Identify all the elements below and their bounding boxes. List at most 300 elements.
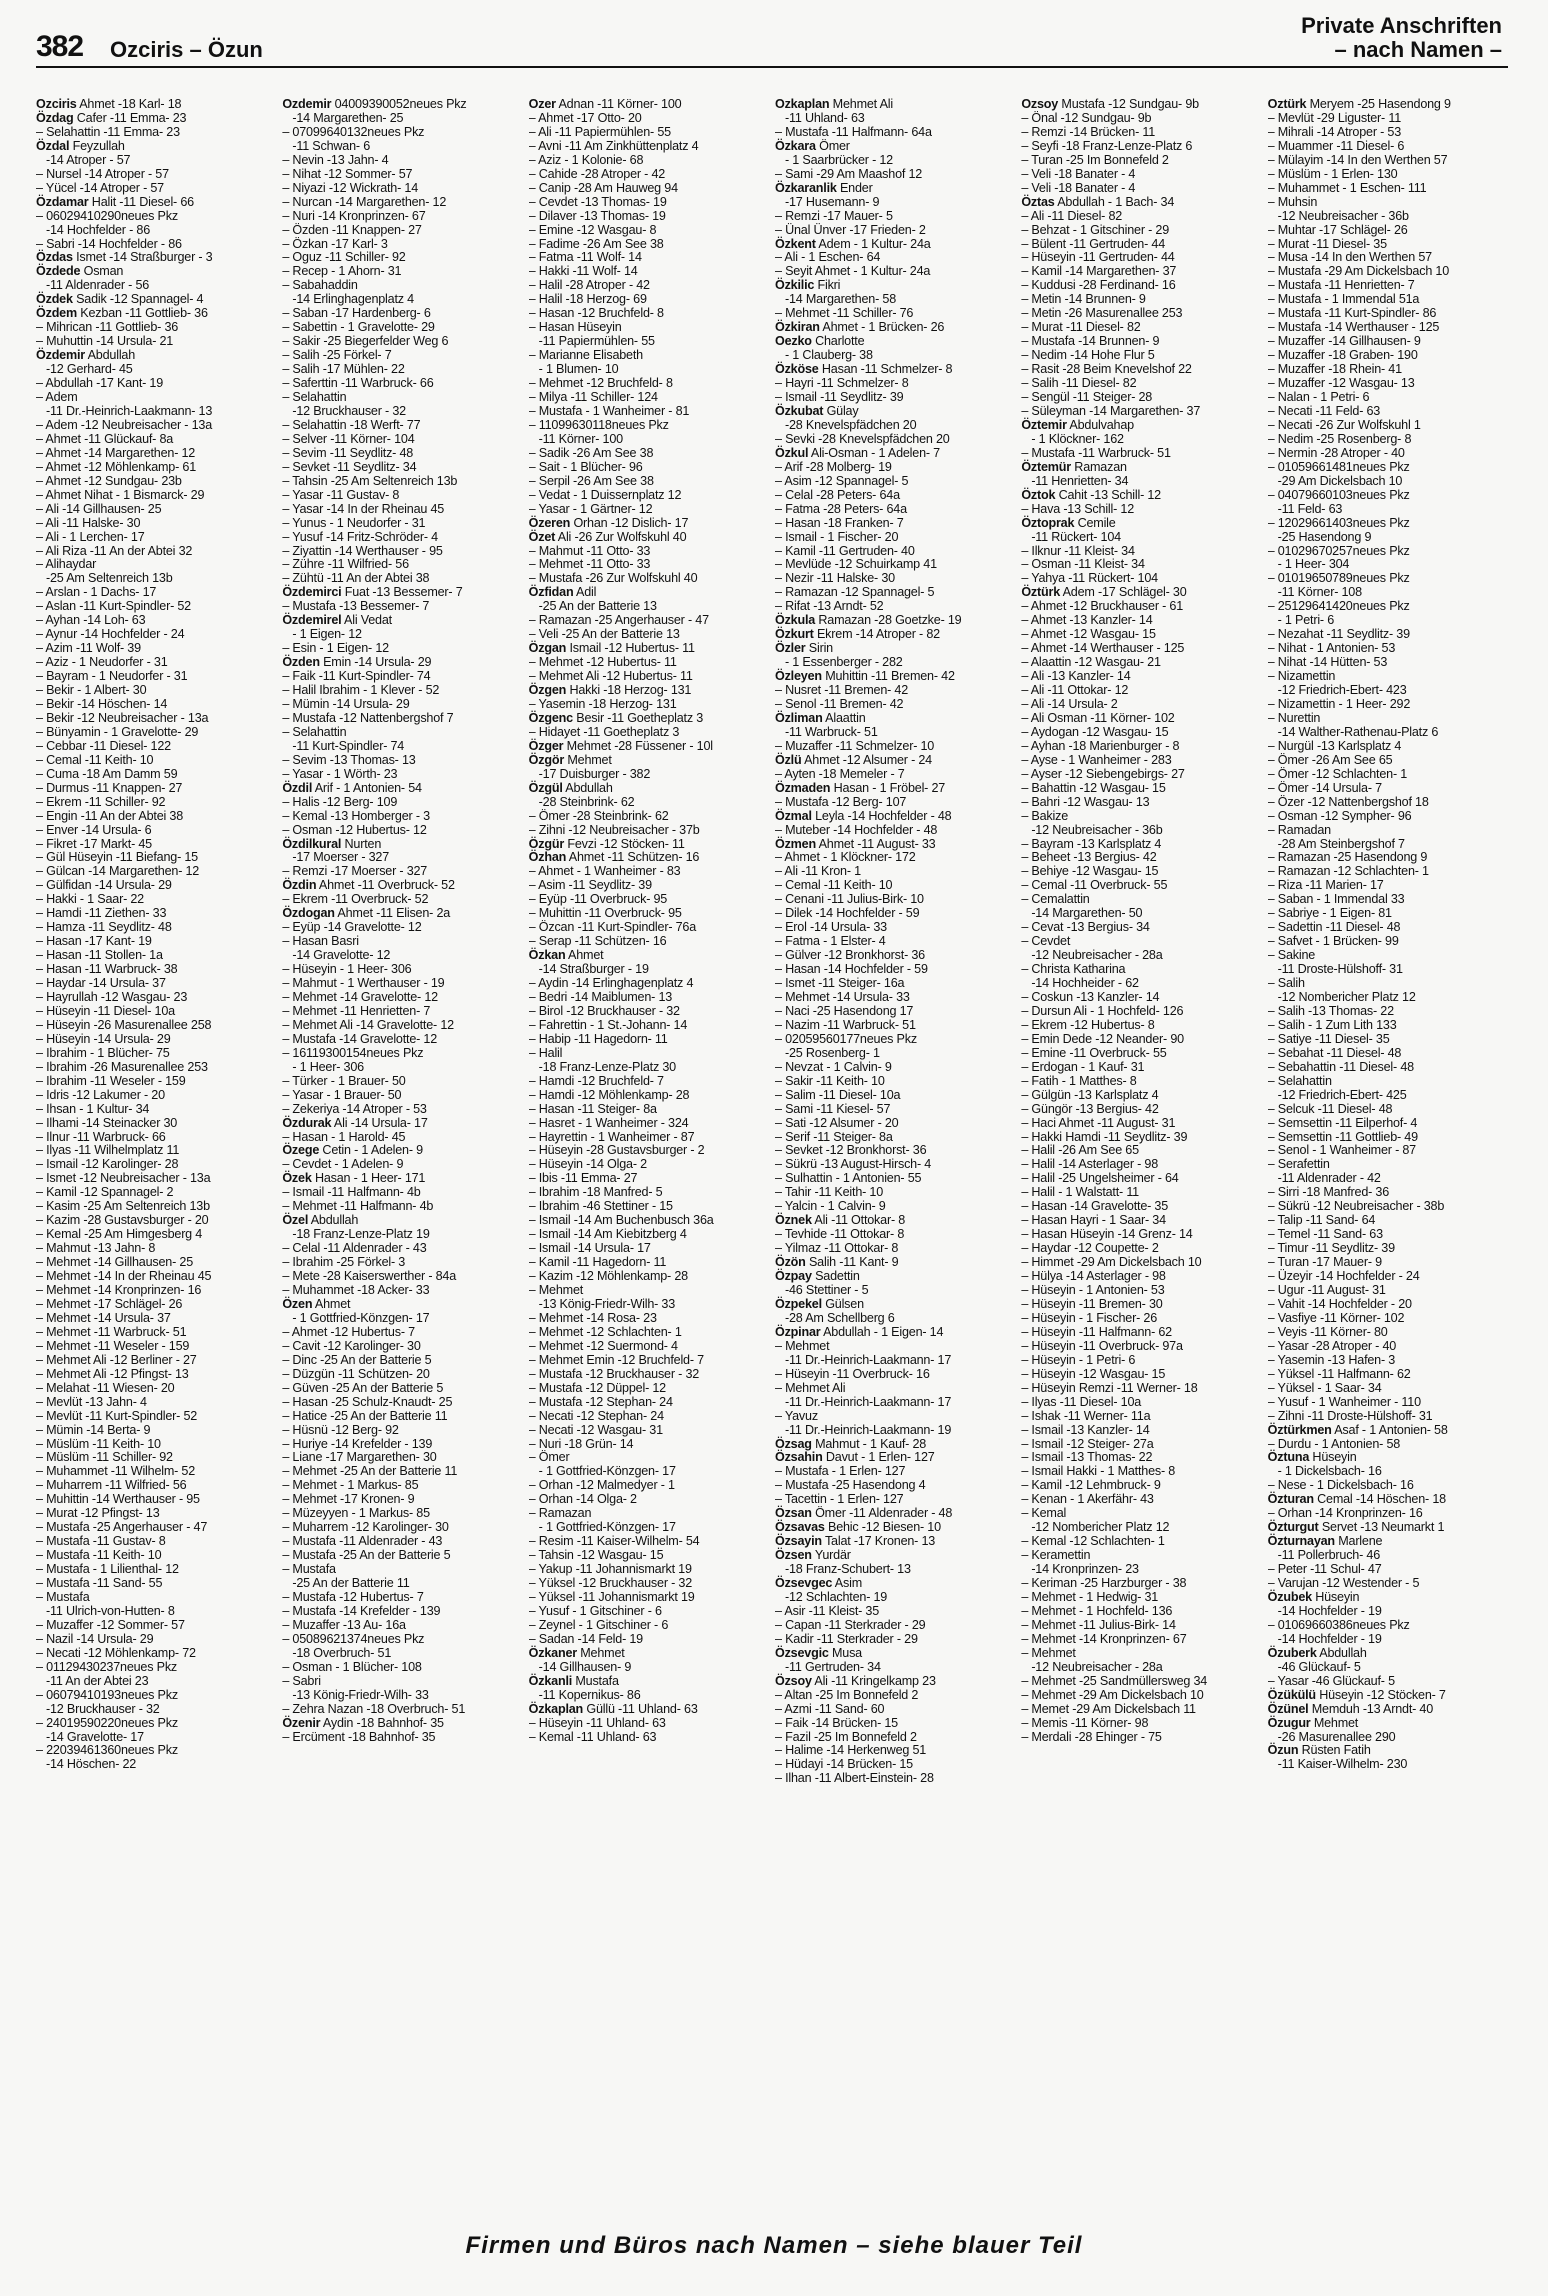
directory-entry: – Ekrem -11 Schiller- 92 — [36, 794, 166, 809]
directory-entry: -25 An der Batterie 11 — [292, 1576, 410, 1591]
directory-entry: – 05089621374neues Pkz — [282, 1631, 425, 1646]
directory-entry: – Müslüm - 1 Erlen- 130 — [1267, 166, 1398, 181]
directory-entry: -46 Glückauf- 5 — [1277, 1659, 1361, 1674]
directory-entry: – Yüksel -11 Johannismarkt 19 — [528, 1589, 695, 1604]
directory-entry: - 1 Gottfried-Könzgen- 17 — [538, 1464, 676, 1479]
directory-entry: -28 Knevelspfädchen 20 — [784, 417, 917, 432]
directory-entry: – Hüseyin -28 Gustavsburger - 2 — [528, 1143, 705, 1158]
directory-entry: – Mehmet Ali -12 Pfingst- 13 — [36, 1366, 189, 1381]
directory-entry: Özsevgec Asim — [774, 1576, 862, 1591]
directory-entry: – Mustafa -13 Bessemer- 7 — [282, 599, 430, 614]
directory-entry: – Seyfi -18 Franz-Lenze-Platz 6 — [1021, 138, 1193, 153]
surname: Özturan — [1267, 1492, 1314, 1507]
directory-entry: – Ibis -11 Emma- 27 — [528, 1171, 638, 1186]
directory-entry: -12 Gerhard- 45 — [46, 362, 133, 377]
directory-entry: - 1 Dickelsbach- 16 — [1277, 1464, 1382, 1479]
directory-entry: – Sadik -26 Am See 38 — [528, 445, 654, 460]
directory-entry: Özsoy Mustafa -12 Sundgau- 9b — [1021, 98, 1199, 111]
directory-entry: – Selahattin — [282, 390, 347, 405]
directory-entry: – Müslüm -11 Keith- 10 — [36, 1436, 161, 1451]
directory-entry: – Ayhan -14 Loh- 63 — [36, 613, 146, 628]
directory-entry: – Mustafa -12 Bruckhauser - 32 — [528, 1366, 700, 1381]
directory-entry: – Osman -12 Hubertus- 12 — [282, 822, 427, 837]
directory-entry: – Dilek -14 Hochfelder - 59 — [774, 906, 920, 921]
directory-entry: – Mehmet -11 Warbruck- 51 — [36, 1324, 187, 1339]
directory-entry: Özsen Yurdär — [774, 1548, 851, 1563]
directory-entry: -14 Hochheider - 62 — [1031, 976, 1139, 991]
directory-entry: Özkaplan Güllü -11 Uhland- 63 — [528, 1701, 698, 1716]
directory-entry: – Aziz - 1 Kolonie- 68 — [528, 152, 644, 167]
directory-entry: – Ahmet -11 Glückauf- 8a — [36, 431, 174, 446]
directory-entry: – Ayser -12 Siebengebirgs- 27 — [1021, 766, 1185, 781]
directory-entry: – Mehmet -14 Kronprinzen- 67 — [1021, 1631, 1187, 1646]
directory-entry: Özkiran Ahmet - 1 Brücken- 26 — [774, 320, 945, 335]
directory-entry: – Mustafa — [282, 1562, 336, 1577]
directory-entry: – Alaattin -12 Wasgau- 21 — [1021, 655, 1161, 670]
directory-entry: -11 Warbruck- 51 — [784, 724, 878, 739]
directory-entry: Özükülü Hüseyin -12 Stöcken- 7 — [1267, 1687, 1446, 1702]
directory-entry: -29 Am Dickelsbach 10 — [1277, 473, 1403, 488]
surname: Özkaplan — [528, 1701, 584, 1716]
directory-entry: – Ahmet -12 Möhlenkamp- 61 — [36, 459, 197, 474]
directory-entry: – 01019650789neues Pkz — [1267, 571, 1410, 586]
directory-entry: – Cevdet — [1021, 934, 1071, 949]
directory-entry: – Fatih - 1 Matthes- 8 — [1021, 1073, 1137, 1088]
directory-entry: – Semsettin -11 Eilperhof- 4 — [1267, 1115, 1418, 1130]
directory-entry: -12 Schlachten- 19 — [784, 1589, 888, 1604]
directory-entry: Özkilic Fikri — [774, 278, 841, 293]
directory-entry: – Hayri -11 Schmelzer- 8 — [774, 376, 909, 391]
directory-entry: – Nurettin — [1267, 710, 1321, 725]
surname: Özlü — [774, 752, 802, 767]
directory-entry: – Mustafa -12 Stephan- 24 — [528, 1394, 673, 1409]
directory-entry: – Avni -11 Am Zinkhüttenplatz 4 — [528, 138, 699, 153]
directory-entry: – Ismail -14 Am Kiebitzberg 4 — [528, 1227, 687, 1242]
surname: Özer — [528, 98, 556, 111]
directory-entry: – Muhtar -17 Schlägel- 26 — [1267, 222, 1408, 237]
directory-entry: – Kenan - 1 Akerfähr- 43 — [1021, 1492, 1154, 1507]
directory-entry: – Idris -12 Lakumer - 20 — [36, 1087, 165, 1102]
directory-entry: -14 Hochfelder - 86 — [46, 222, 151, 237]
surname: Öztemir — [1021, 417, 1067, 432]
directory-entry: - 1 Petri- 6 — [1277, 613, 1335, 628]
directory-entry: – Sakine — [1267, 948, 1316, 963]
directory-entry: – Erdogan - 1 Kauf- 31 — [1021, 1059, 1145, 1074]
directory-entry: Özet Ali -26 Zur Wolfskuhl 40 — [528, 529, 687, 544]
directory-entry: Özlü Ahmet -12 Alsumer - 24 — [774, 752, 932, 767]
directory-entry: – Mustafa -26 Zur Wolfskuhl 40 — [528, 571, 698, 586]
directory-entry: – Himmet -29 Am Dickelsbach 10 — [1021, 1255, 1202, 1270]
directory-entry: – Ismail -13 Kanzler- 14 — [1021, 1422, 1150, 1437]
directory-entry: – Mehmet -14 Rosa- 23 — [528, 1310, 657, 1325]
directory-entry: – Mete -28 Kaiserswerther - 84a — [282, 1269, 457, 1284]
directory-entry: – Muhammet - 1 Eschen- 111 — [1267, 180, 1427, 195]
directory-entry: – Mehmet -14 Kronprinzen- 16 — [36, 1283, 202, 1298]
directory-entry: – Metin -14 Brunnen- 9 — [1021, 292, 1146, 307]
directory-entry: – Nursel -14 Atroper - 57 — [36, 166, 169, 181]
directory-entry: Özen Ahmet — [282, 1296, 351, 1311]
directory-entry: – Vahit -14 Hochfelder - 20 — [1267, 1296, 1412, 1311]
directory-entry: – Mehmet - 1 Hedwig- 31 — [1021, 1589, 1159, 1604]
directory-entry: – Ibrahim -46 Stettiner - 15 — [528, 1199, 673, 1214]
directory-entry: – Yasar - 1 Brauer- 50 — [282, 1087, 402, 1102]
directory-entry: – Bahri -12 Wasgau- 13 — [1021, 794, 1150, 809]
directory-entry: – Sengül -11 Steiger- 28 — [1021, 390, 1153, 405]
directory-entry: – Halis -12 Berg- 109 — [282, 794, 398, 809]
directory-entry: – Mehmet -14 In der Rheinau 45 — [36, 1269, 212, 1284]
directory-entry: – Ali -11 Papiermühlen- 55 — [528, 124, 671, 139]
surname: Özege — [282, 1143, 320, 1158]
directory-entry: – Ramazan -25 Angerhauser - 47 — [528, 613, 709, 628]
directory-entry: – Fahrettin - 1 St.-Johann- 14 — [528, 1017, 688, 1032]
directory-entry: -18 Franz-Lenze-Platz 19 — [292, 1227, 430, 1242]
directory-entry: – Nuri -18 Grün- 14 — [528, 1436, 634, 1451]
directory-entry: – Hamdi -11 Ziethen- 33 — [36, 906, 167, 921]
directory-entry: – Bahattin -12 Wasgau- 15 — [1021, 780, 1166, 795]
directory-entry: – Mustafa -11 Halfmann- 64a — [774, 124, 932, 139]
directory-entry: Özhan Ahmet -11 Schützen- 16 — [528, 850, 700, 865]
directory-entry: – Turan -17 Mauer- 9 — [1267, 1255, 1382, 1270]
directory-entry: – Ercüment -18 Bahnhof- 35 — [282, 1729, 436, 1744]
directory-entry: – Ali -11 Ottokar- 12 — [1021, 683, 1129, 698]
directory-entry: – Salih -11 Diesel- 82 — [1021, 376, 1137, 391]
directory-entry: – Mehmet Ali -12 Hubertus- 11 — [528, 669, 693, 684]
directory-entry: – Ali - 1 Lerchen- 17 — [36, 529, 145, 544]
directory-entry: – Hasan -11 Warbruck- 38 — [36, 962, 178, 977]
directory-entry: – Peter -11 Schul- 47 — [1267, 1562, 1382, 1577]
directory-entry: – Haydar -12 Coupette- 2 — [1021, 1241, 1159, 1256]
directory-entry: – Bekir - 1 Albert- 30 — [36, 683, 147, 698]
directory-entry: – Hasan -18 Franken- 7 — [774, 515, 904, 530]
directory-entry: – Cuma -18 Am Damm 59 — [36, 766, 178, 781]
directory-entry: – Keramettin — [1021, 1548, 1091, 1563]
directory-entry: – Aslan -11 Kurt-Spindler- 52 — [36, 599, 191, 614]
directory-entry: – Musa -14 In den Werthen 57 — [1267, 250, 1432, 265]
directory-entry: Özkul Ali-Osman - 1 Adelen- 7 — [774, 445, 940, 460]
directory-entry: – Hüseyin -11 Diesel- 10a — [36, 1003, 175, 1018]
directory-entry: -11 Papiermühlen- 55 — [538, 334, 655, 349]
directory-entry: – Ismail -11 Halfmann- 4b — [282, 1185, 421, 1200]
directory-entry: – Cebbar -11 Diesel- 122 — [36, 738, 171, 753]
directory-entry: Özdem Kezban -11 Gottlieb- 36 — [36, 306, 208, 321]
directory-entry: – Selver -11 Körner- 104 — [282, 431, 415, 446]
directory-entry: – Eyüp -11 Overbruck- 95 — [528, 892, 668, 907]
directory-entry: – Murat -11 Diesel- 35 — [1267, 236, 1387, 251]
directory-entry: Özkubat Gülay — [774, 403, 859, 418]
directory-entry: – Mehmet Ali — [774, 1380, 846, 1395]
directory-entry: -14 Hochfelder - 19 — [1277, 1631, 1382, 1646]
surname: Özkilic — [774, 278, 815, 293]
directory-entry: – Bayram - 1 Neudorfer - 31 — [36, 669, 188, 684]
directory-entry: – Mustafa -14 Gravelotte- 12 — [282, 1031, 438, 1046]
directory-entry: – Orhan -14 Olga- 2 — [528, 1492, 637, 1507]
directory-entry: – Sükrü -12 Neubreisacher - 38b — [1267, 1199, 1445, 1214]
directory-entry: – Sami -29 Am Maashof 12 — [774, 166, 923, 181]
directory-entry: – Sabri -14 Hochfelder - 86 — [36, 236, 182, 251]
directory-entry: – Metin -26 Masurenallee 253 — [1021, 306, 1183, 321]
directory-entry: – Ibrahim -26 Masurenallee 253 — [36, 1059, 208, 1074]
directory-entry: – Hüseyin - 1 Fischer- 26 — [1021, 1310, 1157, 1325]
directory-entry: Özuberk Abdullah — [1267, 1645, 1367, 1660]
directory-entry: – Ömer -14 Ursula- 7 — [1267, 780, 1382, 795]
directory-entry: Özer Adnan -11 Körner- 100 — [528, 98, 682, 111]
directory-entry: – Sirri -18 Manfred- 36 — [1267, 1185, 1390, 1200]
directory-entry: – Nezahat -11 Seydlitz- 39 — [1267, 627, 1410, 642]
directory-entry: -11 Dr.-Heinrich-Laakmann- 19 — [784, 1422, 952, 1437]
directory-entry: – Seyit Ahmet - 1 Kultur- 24a — [774, 264, 931, 279]
directory-entry: – Mahmut - 1 Werthauser - 19 — [282, 976, 445, 991]
directory-entry: -14 Erlinghagenplatz 4 — [292, 292, 414, 307]
directory-entry: – Ibrahim -18 Manfred- 5 — [528, 1185, 663, 1200]
directory-entry: – Halil -28 Atroper - 42 — [528, 278, 650, 293]
directory-entry: – Veli -25 An der Batterie 13 — [528, 627, 680, 642]
surname: Özsan — [774, 1506, 812, 1521]
directory-entry: – Muharrem -12 Karolinger- 30 — [282, 1520, 449, 1535]
directory-entry: – Nihat - 1 Antonien- 53 — [1267, 641, 1396, 656]
directory-entry: Öztemir Abdulvahap — [1021, 417, 1134, 432]
directory-entry: – Veyis -11 Körner- 80 — [1267, 1324, 1388, 1339]
directory-entry: – Aynur -14 Hochfelder - 24 — [36, 627, 185, 642]
directory-entry: - 1 Essenberger - 282 — [784, 655, 903, 670]
directory-entry: – Yasar - 1 Wörth- 23 — [282, 766, 398, 781]
directory-entry: – Tahsin -12 Wasgau- 15 — [528, 1548, 664, 1563]
directory-entry: – Yilmaz -11 Ottokar- 8 — [774, 1241, 899, 1256]
directory-entry: – Nurcan -14 Margarethen- 12 — [282, 194, 447, 209]
directory-entry: – Ramazan — [528, 1506, 592, 1521]
directory-entry: – Mehmet -11 Otto- 33 — [528, 557, 651, 572]
directory-entry: Özgör Mehmet — [528, 752, 612, 767]
directory-entry: - 1 Heer- 304 — [1277, 557, 1350, 572]
directory-entry: – 02059560177neues Pkz — [774, 1031, 917, 1046]
directory-entry: – Varujan -12 Westender - 5 — [1267, 1576, 1420, 1591]
directory-entry: – Nihat -12 Sommer- 57 — [282, 166, 413, 181]
directory-entry: – Haci Ahmet -11 August- 31 — [1021, 1115, 1176, 1130]
directory-entry: – Nalan - 1 Petri- 6 — [1267, 390, 1370, 405]
directory-entry: – Rasit -28 Beim Knevelshof 22 — [1021, 362, 1192, 377]
surname: Özsavas — [774, 1520, 825, 1535]
surname: Özmaden — [774, 780, 831, 795]
directory-entry: – Memis -11 Körner- 98 — [1021, 1715, 1149, 1730]
directory-entry: – Muzaffer -11 Schmelzer- 10 — [774, 738, 935, 753]
directory-entry: Öztemür Ramazan — [1021, 459, 1127, 474]
directory-entry: – Mevlüt -11 Kurt-Spindler- 52 — [36, 1408, 198, 1423]
surname: Özciris — [36, 98, 77, 111]
directory-entry: – Ismet -11 Steiger- 16a — [774, 976, 905, 991]
surname: Özkaner — [528, 1645, 577, 1660]
surname: Özsen — [774, 1548, 812, 1563]
directory-entry: – Ali -11 Halske- 30 — [36, 515, 141, 530]
directory-entry: – Muhittin -14 Werthauser - 95 — [36, 1492, 200, 1507]
directory-entry: – Halil - 1 Walstatt- 11 — [1021, 1185, 1139, 1200]
directory-entry: - 1 Gottfried-Könzgen- 17 — [538, 1520, 676, 1535]
directory-entry: – Azmi -11 Sand- 60 — [774, 1701, 885, 1716]
directory-entry: – Ünal Ünver -17 Frieden- 2 — [774, 222, 926, 237]
directory-entry: – Üzeyir -14 Hochfelder - 24 — [1267, 1269, 1420, 1284]
directory-entry: – Muammer -11 Diesel- 6 — [1267, 138, 1405, 153]
directory-entry: – Fatma - 1 Elster- 4 — [774, 934, 886, 949]
directory-entry: – Tahsin -25 Am Seltenreich 13b — [282, 473, 458, 488]
directory-entry: – Halil -14 Asterlager - 98 — [1021, 1157, 1159, 1172]
surname: Özön — [774, 1255, 806, 1270]
directory-entry: – Hüseyin -11 Overbruck- 16 — [774, 1366, 930, 1381]
directory-entry: – Önal -12 Sundgau- 9b — [1021, 110, 1152, 125]
directory-entry: – Sebahattin -11 Diesel- 48 — [1267, 1059, 1414, 1074]
directory-entry: Özsoy Ali -11 Kringelkamp 23 — [774, 1673, 936, 1688]
directory-entry: – Mehmet -12 Schlachten- 1 — [528, 1324, 682, 1339]
directory-entry: – Melahat -11 Wiesen- 20 — [36, 1380, 175, 1395]
directory-entry: – Ahmet -12 Bruckhauser - 61 — [1021, 599, 1184, 614]
directory-entry: -11 Körner- 100 — [538, 431, 623, 446]
directory-entry: – Fatma -28 Peters- 64a — [774, 501, 907, 516]
surname: Özkanli — [528, 1673, 573, 1688]
directory-entry: – Ahmet Nihat - 1 Bismarck- 29 — [36, 487, 205, 502]
directory-entry: – Hasan Hüseyin — [528, 320, 622, 335]
directory-entry: – Hasan Hüseyin -14 Grenz- 14 — [1021, 1227, 1193, 1242]
directory-entry: – Osman -12 Sympher- 96 — [1267, 808, 1412, 823]
directory-entry: – Cenani -11 Julius-Birk- 10 — [774, 892, 924, 907]
surname: Özsevgic — [774, 1645, 829, 1660]
directory-entry: Özgül Abdullah — [528, 780, 613, 795]
directory-entry: -14 Margarethen- 50 — [1031, 906, 1143, 921]
directory-entry: – Nezir -11 Halske- 30 — [774, 571, 895, 586]
directory-entry: – Selcuk -11 Diesel- 48 — [1267, 1101, 1393, 1116]
directory-entry: -12 Neubreisacher - 36b — [1031, 822, 1163, 837]
directory-entry: -12 Nombericher Platz 12 — [1031, 1520, 1170, 1535]
directory-entry: – Mehmet — [528, 1283, 584, 1298]
directory-entry: – Alihaydar — [36, 557, 97, 572]
directory-entry: – Mehmet -11 Henrietten- 7 — [282, 1003, 431, 1018]
directory-entry: – Serpil -26 Am See 38 — [528, 473, 654, 488]
directory-entry: – Ali Riza -11 An der Abtei 32 — [36, 543, 193, 558]
directory-entry: -11 Kaiser-Wilhelm- 230 — [1277, 1757, 1408, 1772]
directory-entry: – Engin -11 An der Abtei 38 — [36, 808, 184, 823]
surname: Özdamar — [36, 194, 89, 209]
directory-entry: – Hamza -11 Seydlitz- 48 — [36, 920, 172, 935]
directory-entry: – Ibrahim - 1 Blücher- 75 — [36, 1045, 170, 1060]
directory-entry: – Esin - 1 Eigen- 12 — [282, 641, 389, 656]
directory-entry: – Hasan -11 Steiger- 8a — [528, 1101, 657, 1116]
directory-entry: – Yalcin - 1 Calvin- 9 — [774, 1199, 886, 1214]
surname: Özturgut — [1267, 1520, 1319, 1535]
surname: Özubek — [1267, 1589, 1312, 1604]
directory-entry: – Asim -11 Seydlitz- 39 — [528, 878, 652, 893]
directory-entry: – 06079410193neues Pkz — [36, 1687, 178, 1702]
directory-entry: -11 An der Abtei 23 — [46, 1673, 149, 1688]
directory-entry: – Mustafa -14 Brunnen- 9 — [1021, 334, 1160, 349]
surname: Özgör — [528, 752, 565, 767]
directory-entry: – 06029410290neues Pkz — [36, 208, 178, 223]
surname: Öznek — [774, 1213, 812, 1228]
surname: Özkubat — [774, 403, 824, 418]
directory-entry: – Mustafa -12 Hubertus- 7 — [282, 1589, 424, 1604]
directory-entry: – Hüseyin -11 Gertruden- 44 — [1021, 250, 1175, 265]
directory-entry: -11 Feld- 63 — [1277, 501, 1343, 516]
surname: Özgan — [528, 641, 567, 656]
directory-entry: Özkurt Ekrem -14 Atroper - 82 — [774, 627, 940, 642]
directory-entry: -11 Aldenrader - 56 — [46, 278, 150, 293]
directory-entry: – Ishak -11 Werner- 11a — [1021, 1408, 1151, 1423]
directory-entry: - 1 Klöckner- 162 — [1031, 431, 1124, 446]
directory-entry: – Ahmet -12 Hubertus- 7 — [282, 1324, 415, 1339]
directory-entry: – Yakup -11 Johannismarkt 19 — [528, 1562, 692, 1577]
directory-entry: – Milya -11 Schiller- 124 — [528, 390, 658, 405]
directory-entry: – Kemal -25 Am Himgesberg 4 — [36, 1227, 203, 1242]
directory-entry: – Hüsnü -12 Berg- 92 — [282, 1422, 399, 1437]
directory-entry: – Muzaffer -18 Rhein- 41 — [1267, 362, 1402, 377]
directory-entry: Özdurak Ali -14 Ursula- 17 — [282, 1115, 428, 1130]
directory-entry: -11 Körner- 108 — [1277, 585, 1362, 600]
directory-entry: – Cevat -13 Bergius- 34 — [1021, 920, 1150, 935]
directory-entry: – Nizamettin - 1 Heer- 292 — [1267, 696, 1411, 711]
directory-entry: – Zihni -11 Droste-Hülshoff- 31 — [1267, 1408, 1433, 1423]
directory-entry: -25 Rosenberg- 1 — [784, 1045, 880, 1060]
directory-entry: Öztuna Hüseyin — [1267, 1450, 1357, 1465]
directory-entry: – Ismail -14 Am Buchenbusch 36a — [528, 1213, 714, 1228]
directory-entry: – Halil — [528, 1045, 563, 1060]
surname: Özeren — [528, 515, 571, 530]
directory-entry: – Ismail -13 Thomas- 22 — [1021, 1450, 1153, 1465]
directory-entry: – Ismail -12 Karolinger- 28 — [36, 1157, 179, 1172]
directory-entry: – Fadime -26 Am See 38 — [528, 236, 664, 251]
directory-entry: – Mustafa -12 Berg- 107 — [774, 794, 907, 809]
directory-entry: Özdogan Ahmet -11 Elisen- 2a — [282, 906, 451, 921]
directory-entry: – Mehmet -12 Suermond- 4 — [528, 1338, 678, 1353]
directory-entry: -25 An der Batterie 13 — [538, 599, 657, 614]
directory-entry: – Ilnur -11 Warbruck- 66 — [36, 1129, 166, 1144]
surname: Özünel — [1267, 1701, 1309, 1716]
directory-entry: – Hüseyin -12 Wasgau- 15 — [1021, 1366, 1166, 1381]
directory-entry: Özliman Alaattin — [774, 710, 866, 725]
directory-entry: – Mehmet -11 Julius-Birk- 14 — [1021, 1617, 1176, 1632]
directory-entry: – Kazim -28 Gustavsburger - 20 — [36, 1213, 209, 1228]
directory-entry: – Cemalattin — [1021, 892, 1090, 907]
surname: Özger — [528, 738, 564, 753]
directory-entry: – Bedri -14 Maiblumen- 13 — [528, 990, 673, 1004]
directory-entry: – Enver -14 Ursula- 6 — [36, 822, 152, 837]
directory-entry: – Fazil -25 Im Bonnefeld 2 — [774, 1729, 917, 1744]
directory-entry: – Mehmet -14 Gravelotte- 12 — [282, 990, 438, 1004]
directory-entry: – Güven -25 An der Batterie 5 — [282, 1380, 444, 1395]
directory-entry: – Muhsin — [1267, 194, 1318, 209]
directory-entry: Özmaden Hasan - 1 Fröbel- 27 — [774, 780, 946, 795]
directory-entry: – Turan -25 Im Bonnefeld 2 — [1021, 152, 1169, 167]
directory-entry: – Yasar -28 Atroper - 40 — [1267, 1338, 1397, 1353]
directory-entry: – Mustafa - 1 Erlen- 127 — [774, 1464, 906, 1479]
directory-entry: Özkara Ömer — [774, 138, 850, 153]
directory-entry: – Yüksel - 1 Saar- 34 — [1267, 1380, 1382, 1395]
surname: Özdurak — [282, 1115, 332, 1130]
directory-entry: – Senol -11 Bremen- 42 — [774, 696, 904, 711]
directory-entry: – Nedim -14 Hohe Flur 5 — [1021, 348, 1155, 363]
directory-entry: – Ahmet -14 Margarethen- 12 — [36, 445, 196, 460]
directory-entry: -11 Pollerbruch- 46 — [1277, 1548, 1381, 1563]
directory-entry: – Ramadan — [1267, 822, 1331, 837]
directory-entry: – Bünyamin - 1 Gravelotte- 29 — [36, 724, 199, 739]
surname: Özugur — [1267, 1715, 1311, 1730]
directory-entry: – Necati -12 Stephan- 24 — [528, 1408, 664, 1423]
directory-entry: – Nese - 1 Dickelsbach- 16 — [1267, 1478, 1414, 1493]
surname: Özdek — [36, 292, 73, 307]
directory-entry: Özun Rüsten Fatih — [1267, 1743, 1371, 1758]
section-title: Private Anschriften — [1301, 13, 1502, 38]
directory-entry: -25 Hasendong 9 — [1277, 529, 1372, 544]
directory-entry: – Hüdayi -14 Brücken- 15 — [774, 1757, 913, 1772]
directory-entry: – Mustafa -11 Warbruck- 51 — [1021, 445, 1171, 460]
directory-entry: – Yavuz — [774, 1408, 818, 1423]
directory-entry: – Gülver -12 Bronkhorst- 36 — [774, 948, 925, 963]
directory-entry: -11 Kopernikus- 86 — [538, 1687, 641, 1702]
directory-entry: – Cevdet -13 Thomas- 19 — [528, 194, 667, 209]
